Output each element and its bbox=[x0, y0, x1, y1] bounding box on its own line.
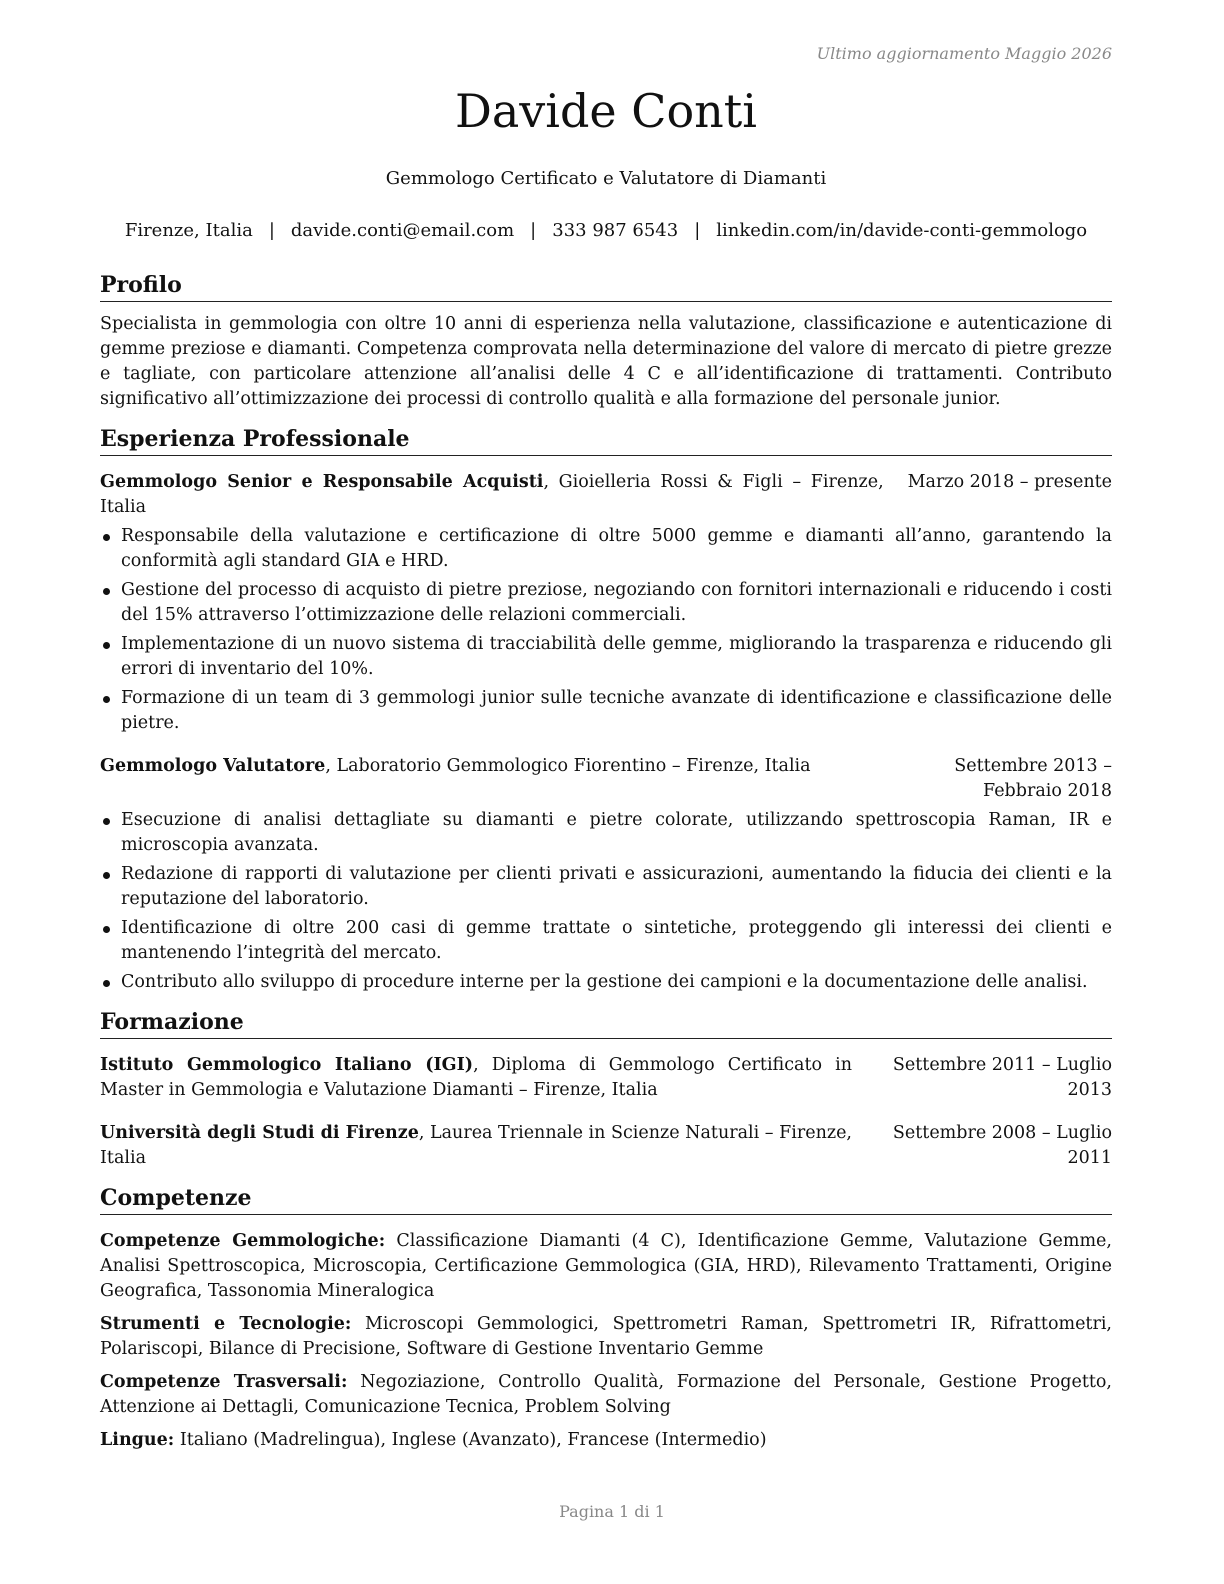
list-item bbox=[100, 862, 1112, 912]
bullet-icon bbox=[103, 588, 110, 595]
skill-label: Lingue: bbox=[100, 1430, 175, 1450]
skill-label: Competenze Trasversali: bbox=[100, 1372, 348, 1392]
skill-row bbox=[100, 1229, 1112, 1304]
list-item bbox=[100, 632, 1112, 682]
entry-heading bbox=[100, 1121, 852, 1171]
list-item bbox=[100, 578, 1112, 628]
contact-separator: | bbox=[530, 220, 537, 241]
education-dates: Settembre 2008 – Luglio 2011 bbox=[892, 1123, 1112, 1168]
bullet-icon bbox=[103, 872, 110, 879]
bullet-text: Esecuzione di analisi dettagliate su diamanti e pietre colorate, utilizzando spettroscopia Raman, IR e microscopia avanzata. bbox=[121, 810, 1112, 855]
job-role: Gemmologo Senior e Responsabile Acquisti bbox=[100, 472, 544, 492]
bullet-text: Redazione di rapporti di valutazione per clienti privati e assicurazioni, aumentando la fiducia dei clienti e la reputazione del laboratorio. bbox=[121, 864, 1112, 909]
contact-location: Firenze, Italia bbox=[124, 220, 253, 241]
degree-detail: , Laurea Triennale in Scienze Naturali – Firenze, Italia bbox=[100, 1123, 852, 1168]
bullet-icon bbox=[103, 818, 110, 825]
bullet-icon bbox=[103, 696, 110, 703]
bullet-icon bbox=[103, 980, 110, 987]
job-dates: Settembre 2013 – Febbraio 2018 bbox=[954, 756, 1112, 801]
bullet-text: Formazione di un team di 3 gemmologi junior sulle tecniche avanzate di identificazione e classificazione delle pietre. bbox=[121, 688, 1112, 733]
profile-section bbox=[100, 270, 1112, 412]
entry-heading bbox=[100, 754, 852, 804]
bullet-text: Gestione del processo di acquisto di pietre preziose, negoziando con fornitori internazionali e riducendo i costi del 15% attraverso l’ottimizzazione delle relazioni commerciali. bbox=[121, 580, 1112, 625]
entry-header bbox=[100, 754, 1112, 804]
experience-section bbox=[100, 424, 1112, 995]
entry-header bbox=[100, 470, 1112, 520]
resume-content bbox=[100, 270, 1112, 1465]
list-item bbox=[100, 524, 1112, 574]
degree-detail: , Diploma di Gemmologo Certificato in Master in Gemmologia e Valutazione Diamanti – Firenze, Italia bbox=[100, 1055, 852, 1100]
page-number: Pagina 1 di 1 bbox=[559, 1502, 665, 1521]
section-title-skills: Competenze bbox=[100, 1183, 1112, 1215]
entry-header bbox=[100, 1121, 1112, 1171]
bullet-icon bbox=[103, 926, 110, 933]
profile-text: Specialista in gemmologia con oltre 10 anni di esperienza nella valutazione, classificazione e autenticazione di gemme preziose e diamanti. Competenza comprovata nella determinazione del valore di mercato di pietre grezze e tagliate, con particolare attenzione all’analisi delle 4 C e all’identificazione di trattamenti. Contributo significativo all’ottimizzazione dei processi di controllo qualità e alla formazione del personale junior. bbox=[100, 314, 1112, 409]
bullet-icon bbox=[103, 642, 110, 649]
skill-label: Competenze Gemmologiche: bbox=[100, 1231, 386, 1251]
skill-value: Negoziazione, Controllo Qualità, Formazione del Personale, Gestione Progetto, Attenzione ai Dettagli, Comunicazione Tecnica, Problem Solving bbox=[100, 1372, 1112, 1417]
skill-value: Classificazione Diamanti (4 C), Identificazione Gemme, Valutazione Gemme, Analisi Spettroscopica, Microscopia, Certificazione Gemmologica (GIA, HRD), Rilevamento Trattamenti, Origine Geografica, Tassonomia Mineralogica bbox=[100, 1231, 1112, 1301]
bullet-text: Identificazione di oltre 200 casi di gemme trattate o sintetiche, proteggendo gli interessi dei clienti e mantenendo l’integrità del mercato. bbox=[121, 918, 1112, 963]
job-dates: Marzo 2018 – presente bbox=[907, 472, 1112, 492]
job-employer: , Laboratorio Gemmologico Fiorentino – Firenze, Italia bbox=[325, 756, 811, 776]
experience-entry bbox=[100, 754, 1112, 995]
candidate-name: Davide Conti bbox=[454, 84, 757, 138]
bullet-text: Responsabile della valutazione e certificazione di oltre 5000 gemme e diamanti all’anno, garantendo la conformità agli standard GIA e HRD. bbox=[121, 526, 1112, 571]
bullet-icon bbox=[103, 534, 110, 541]
contact-linkedin[interactable]: linkedin.com/in/davide-conti-gemmologo bbox=[716, 220, 1088, 241]
bullet-text: Implementazione di un nuovo sistema di tracciabilità delle gemme, migliorando la trasparenza e riducendo gli errori di inventario del 10%. bbox=[121, 634, 1112, 679]
job-role: Gemmologo Valutatore bbox=[100, 756, 326, 776]
job-bullets bbox=[100, 808, 1112, 995]
entry-heading bbox=[100, 1053, 852, 1103]
job-employer: , Gioielleria Rossi & Figli – Firenze, Italia bbox=[100, 472, 884, 517]
school-name: Università degli Studi di Firenze bbox=[100, 1123, 419, 1143]
list-item bbox=[100, 808, 1112, 858]
experience-entry bbox=[100, 470, 1112, 736]
education-section bbox=[100, 1007, 1112, 1171]
section-title-profile: Profilo bbox=[100, 270, 1112, 302]
contact-separator: | bbox=[268, 220, 275, 241]
education-entry bbox=[100, 1121, 1112, 1171]
skills-section bbox=[100, 1183, 1112, 1453]
contact-line bbox=[100, 220, 1112, 241]
bullet-text: Contributo allo sviluppo di procedure interne per la gestione dei campioni e la documentazione delle analisi. bbox=[121, 972, 1088, 992]
school-name: Istituto Gemmologico Italiano (IGI) bbox=[100, 1055, 474, 1075]
section-title-education: Formazione bbox=[100, 1007, 1112, 1039]
education-dates: Settembre 2011 – Luglio 2013 bbox=[892, 1055, 1112, 1100]
skill-label: Strumenti e Tecnologie: bbox=[100, 1314, 352, 1334]
skill-row bbox=[100, 1312, 1112, 1362]
contact-phone[interactable]: 333 987 6543 bbox=[552, 220, 679, 241]
entry-header bbox=[100, 1053, 1112, 1103]
list-item bbox=[100, 970, 1112, 995]
list-item bbox=[100, 916, 1112, 966]
contact-email[interactable]: davide.conti@email.com bbox=[290, 220, 515, 241]
skill-value: Italiano (Madrelingua), Inglese (Avanzato), Francese (Intermedio) bbox=[179, 1430, 767, 1450]
skill-row bbox=[100, 1370, 1112, 1420]
skill-row bbox=[100, 1428, 1112, 1453]
job-bullets bbox=[100, 524, 1112, 736]
candidate-title: Gemmologo Certificato e Valutatore di Diamanti bbox=[385, 168, 827, 189]
entry-heading bbox=[100, 470, 884, 520]
section-title-experience: Esperienza Professionale bbox=[100, 424, 1112, 456]
list-item bbox=[100, 686, 1112, 736]
skill-value: Microscopi Gemmologici, Spettrometri Raman, Spettrometri IR, Rifrattometri, Polariscopi, Bilance di Precisione, Software di Gestione Inventario Gemme bbox=[100, 1314, 1112, 1359]
education-entry bbox=[100, 1053, 1112, 1103]
contact-separator: | bbox=[694, 220, 701, 241]
last-updated: Ultimo aggiornamento Maggio 2026 bbox=[816, 44, 1112, 63]
